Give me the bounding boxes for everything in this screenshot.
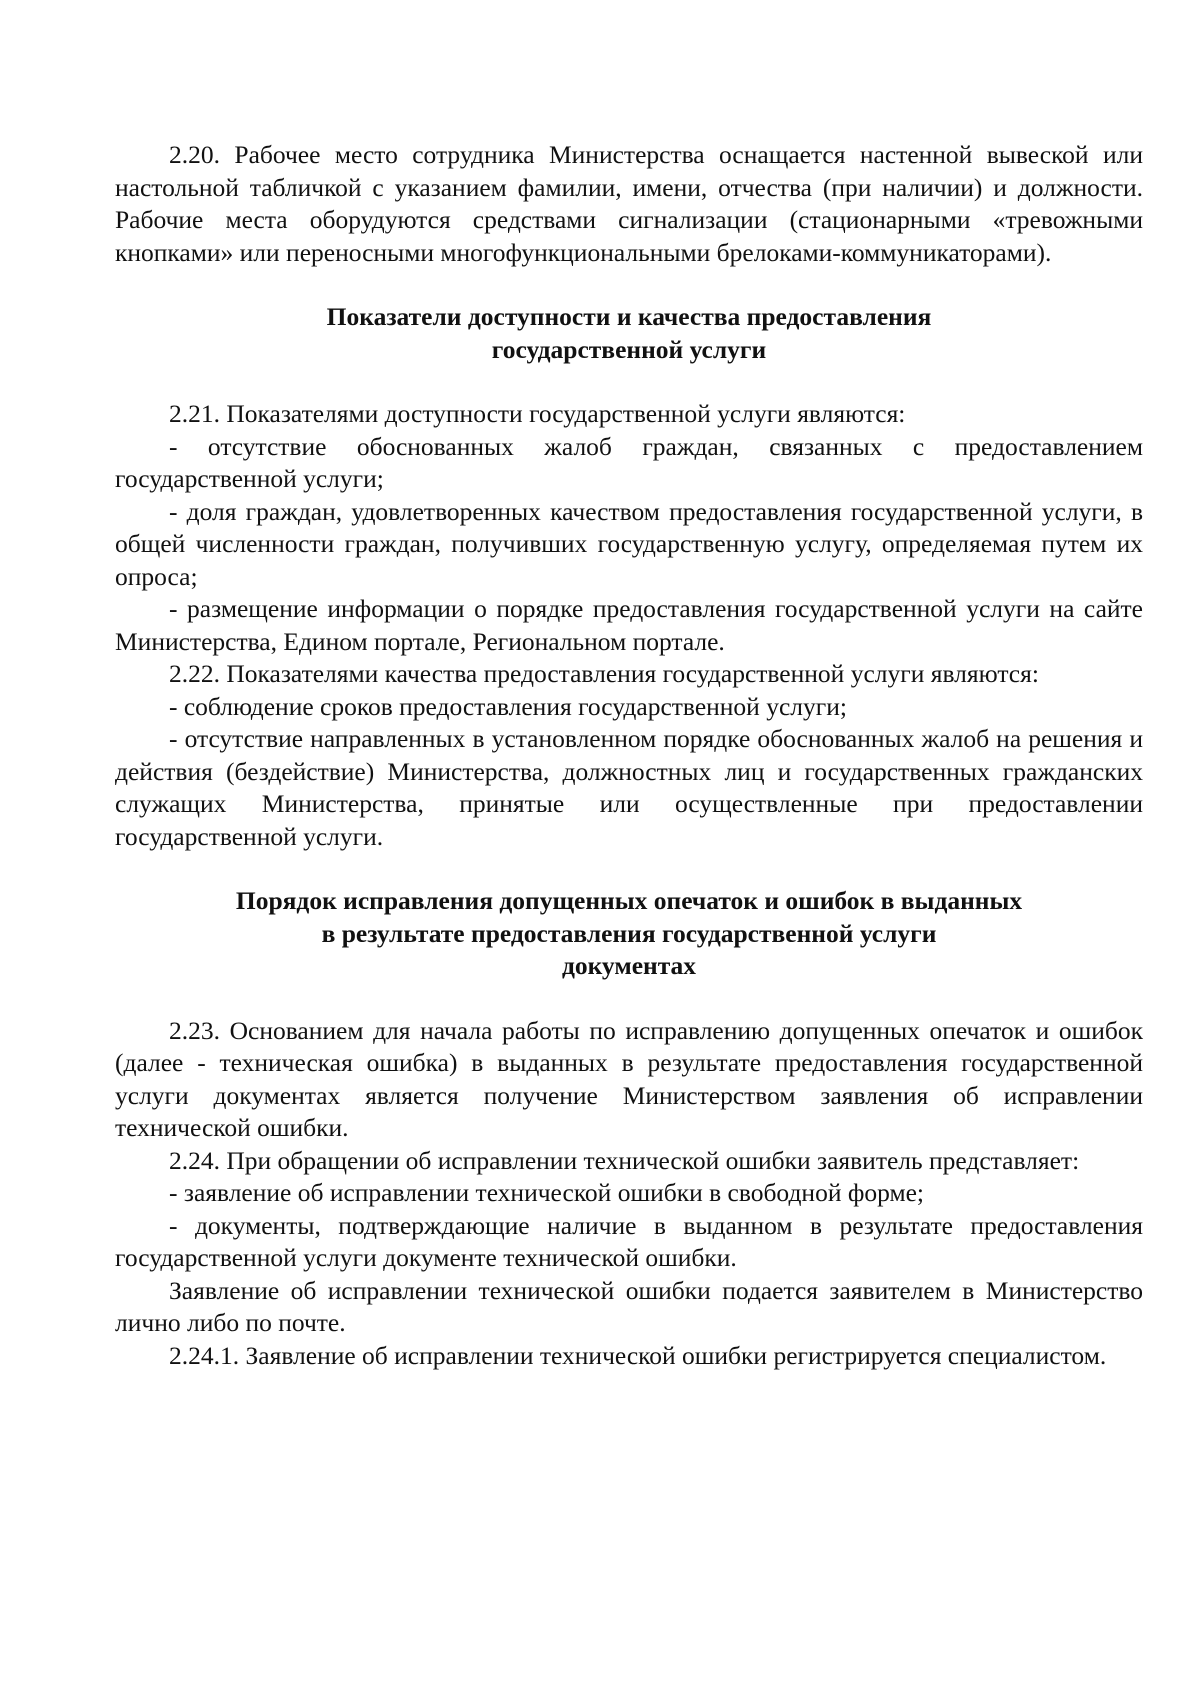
list-item: - отсутствие обоснованных жалоб граждан, связанных с предоставлением государственной услуги; xyxy=(115,431,1143,493)
paragraph-2-24-1: 2.24.1. Заявление об исправлении технической ошибки регистрируется специалистом. xyxy=(169,1340,1107,1370)
paragraph-2-21: 2.21. Показателями доступности государственной услуги являются: xyxy=(169,399,906,428)
list-item: - размещение информации о порядке предоставления государственной услуги на сайте Министерства, Едином портале, Региональном портале. xyxy=(115,594,1143,656)
heading-line: Показатели доступности и качества предоставления xyxy=(326,302,932,331)
list-item: - соблюдение сроков предоставления государственной услуги; xyxy=(169,691,847,721)
paragraph-2-24: 2.24. При обращении об исправлении технической ошибки заявитель представляет: xyxy=(169,1145,1080,1175)
heading-line: в результате предоставления государственной услуги xyxy=(321,918,937,948)
list-item: - отсутствие направленных в установленном порядке обоснованных жалоб на решения и действия (бездействие) Министерства, должностных лиц и государственных гражданских служащих Министерства, принятые или осуществленные при предоставлении государственной услуги. xyxy=(115,724,1143,851)
paragraph-2-22: 2.22. Показателями качества предоставления государственной услуги являются: xyxy=(169,659,1039,688)
document-page xyxy=(115,139,1143,1372)
heading-line: государственной услуги xyxy=(491,334,767,364)
list-item: - заявление об исправлении технической ошибки в свободной форме; xyxy=(169,1178,925,1207)
spacer xyxy=(115,269,1143,301)
spacer xyxy=(115,853,1143,885)
paragraph-2-20: 2.20. Рабочее место сотрудника Министерства оснащается настенной вывеской или настольной табличкой с указанием фамилии, имени, отчества (при наличии) и должности. Рабочие места оборудуются средствами сигнализации (стационарными «тревожными кнопками» или переносными многофункциональными брелоками-коммуникаторами). xyxy=(115,140,1143,267)
spacer xyxy=(115,983,1143,1015)
section-heading-corrections xyxy=(115,885,1143,983)
paragraph-submission: Заявление об исправлении технической ошибки подается заявителем в Министерство лично либо по почте. xyxy=(115,1275,1143,1337)
list-item: - доля граждан, удовлетворенных качеством предоставления государственной услуги, в общей численности граждан, получивших государственную услугу, определяемая путем их опроса; xyxy=(115,496,1143,591)
heading-line: Порядок исправления допущенных опечаток и ошибок в выданных xyxy=(235,886,1023,915)
heading-line: документах xyxy=(561,951,697,980)
paragraph-2-23: 2.23. Основанием для начала работы по исправлению допущенных опечаток и ошибок (далее - техническая ошибка) в выданных в результате предоставления государственной услуги документах является получение Министерством заявления об исправлении технической ошибки. xyxy=(115,1015,1143,1142)
list-item: - документы, подтверждающие наличие в выданном в результате предоставления государственной услуги документе технической ошибки. xyxy=(115,1210,1143,1272)
spacer xyxy=(115,366,1143,398)
section-heading-availability xyxy=(115,301,1143,366)
